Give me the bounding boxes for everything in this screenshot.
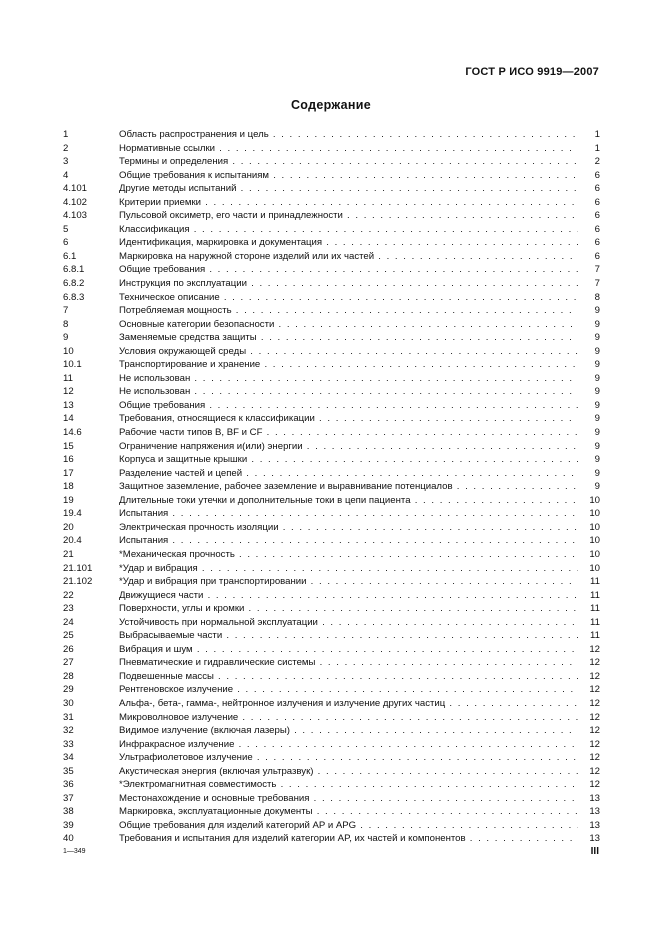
toc-title: Общие требования . . .	[119, 399, 578, 413]
toc-row	[63, 616, 600, 630]
toc-page-number: 11	[590, 630, 600, 642]
toc-page-number: 12	[589, 752, 600, 764]
toc-page-number: 13	[589, 806, 600, 818]
toc-number: 7	[63, 305, 69, 317]
toc-number: 21.101	[63, 562, 93, 574]
toc-title: Местонахождение и основные требования . . .	[119, 792, 578, 806]
toc-title: Другие методы испытаний . . .	[119, 182, 578, 196]
toc-page-number: 6	[594, 223, 600, 235]
toc-title: Вибрация и шум . . .	[119, 643, 578, 657]
toc-row	[63, 263, 600, 277]
toc-title: Нормативные ссылки . . .	[119, 142, 578, 156]
toc-title: Рентгеновское излучение . . .	[119, 683, 578, 697]
toc-number: 11	[63, 372, 73, 384]
toc-row	[63, 277, 600, 291]
toc-number: 17	[63, 467, 74, 479]
toc-row	[63, 128, 600, 142]
toc-number: 6.8.2	[63, 278, 85, 290]
toc-page-number: 6	[594, 169, 600, 181]
toc-number: 24	[63, 616, 74, 628]
toc-row	[63, 372, 600, 386]
toc-row	[63, 507, 600, 521]
toc-page-number: 9	[594, 359, 600, 371]
toc-row	[63, 467, 600, 481]
toc-page-number: 11	[590, 603, 600, 615]
toc-number: 39	[63, 819, 74, 831]
toc-number: 16	[63, 454, 74, 466]
toc-row	[63, 236, 600, 250]
toc-row	[63, 480, 600, 494]
toc-page-number: 9	[594, 481, 600, 493]
toc-page-number: 12	[589, 738, 600, 750]
toc-title: Ультрафиолетовое излучение . . .	[119, 751, 578, 765]
toc-number: 14.6	[63, 427, 82, 439]
toc-title: Заменяемые средства защиты . . .	[119, 331, 578, 345]
toc-title: *Удар и вибрация при транспортировании . . .	[119, 575, 578, 589]
toc-title: Условия окружающей среды . . .	[119, 345, 578, 359]
toc-title: Общие требования к испытаниям . . .	[119, 169, 578, 183]
toc-number: 31	[63, 711, 74, 723]
toc-title: Поверхности, углы и кромки . . .	[119, 602, 578, 616]
toc-title: Транспортирование и хранение . . .	[119, 358, 578, 372]
toc-number: 6.1	[63, 250, 77, 262]
toc-number: 4.103	[63, 210, 88, 222]
toc-row	[63, 683, 600, 697]
toc-row	[63, 223, 600, 237]
toc-row	[63, 792, 600, 806]
toc-page-number: 9	[594, 332, 600, 344]
toc-number: 25	[63, 630, 74, 642]
toc-page-number: 6	[594, 183, 600, 195]
toc-title: Подвешенные массы . . .	[119, 670, 578, 684]
toc-row	[63, 318, 600, 332]
toc-page-number: 6	[594, 250, 600, 262]
toc-row	[63, 602, 600, 616]
toc-title: Требования, относящиеся к классификации . . .	[119, 412, 578, 426]
toc-number: 34	[63, 752, 74, 764]
toc-row	[63, 358, 600, 372]
toc-page-number: 9	[594, 318, 600, 330]
toc-title: Термины и определения . . .	[119, 155, 578, 169]
toc-row	[63, 304, 600, 318]
toc-row	[63, 440, 600, 454]
toc-title: Пульсовой оксиметр, его части и принадлежности . . .	[119, 209, 578, 223]
toc-title: Испытания . . .	[119, 534, 578, 548]
toc-row	[63, 155, 600, 169]
toc-number: 9	[63, 332, 69, 344]
footer-sheet-number: 1—349	[63, 848, 86, 855]
toc-row	[63, 196, 600, 210]
toc-title: Акустическая энергия (включая ультразвук) . . .	[119, 765, 578, 779]
toc-title: Электрическая прочность изоляции . . .	[119, 521, 578, 535]
toc-page-number: 6	[594, 237, 600, 249]
toc-number: 19	[63, 494, 74, 506]
page-title: Содержание	[290, 98, 371, 112]
toc-title: Рабочие части типов B, BF и CF . . .	[119, 426, 578, 440]
toc-page-number: 9	[594, 386, 600, 398]
toc-number: 20.4	[63, 535, 82, 547]
toc-title: Техническое описание . . .	[119, 291, 578, 305]
toc-page-number: 9	[594, 305, 600, 317]
toc-title: Общие требования для изделий категорий AP и APG . . .	[119, 819, 578, 833]
toc-page-number: 9	[594, 427, 600, 439]
toc-row	[63, 805, 600, 819]
toc-row	[63, 819, 600, 833]
toc-row	[63, 575, 600, 589]
toc-title: Область распространения и цель . . .	[119, 128, 578, 142]
toc-row	[63, 656, 600, 670]
toc-row	[63, 548, 600, 562]
toc-title: Основные категории безопасности . . .	[119, 318, 578, 332]
toc-page-number: 9	[594, 372, 600, 384]
toc-number: 32	[63, 725, 74, 737]
toc-row	[63, 426, 600, 440]
toc-page-number: 12	[589, 684, 600, 696]
toc-title: Не использован . . .	[119, 372, 578, 386]
toc-page-number: 6	[594, 196, 600, 208]
toc-number: 4.102	[63, 196, 88, 208]
toc-page-number: 12	[589, 657, 600, 669]
toc-page-number: 9	[594, 454, 600, 466]
toc-title: Общие требования . . .	[119, 263, 578, 277]
toc-title: *Электромагнитная совместимость . . .	[119, 778, 578, 792]
toc-row	[63, 331, 600, 345]
toc-number: 3	[63, 156, 69, 168]
toc-row	[63, 412, 600, 426]
toc-row	[63, 711, 600, 725]
toc-page-number: 7	[594, 278, 600, 290]
toc-row	[63, 765, 600, 779]
toc-number: 6	[63, 237, 69, 249]
toc-row	[63, 643, 600, 657]
toc-number: 30	[63, 697, 74, 709]
toc-title: Требования и испытания для изделий категории AP, их частей и компонентов . . .	[119, 832, 578, 846]
toc-row	[63, 142, 600, 156]
toc-number: 4	[63, 169, 69, 181]
toc-page-number: 9	[594, 440, 600, 452]
toc-number: 36	[63, 779, 74, 791]
toc-page-number: 10	[589, 535, 600, 547]
toc-page-number: 9	[594, 467, 600, 479]
toc-title: Испытания . . .	[119, 507, 578, 521]
toc-number: 12	[63, 386, 74, 398]
toc-row	[63, 169, 600, 183]
toc-number: 13	[63, 399, 74, 411]
toc-page-number: 8	[594, 291, 600, 303]
toc-title: Разделение частей и цепей . . .	[119, 467, 578, 481]
toc-number: 10.1	[63, 359, 82, 371]
toc-row	[63, 534, 600, 548]
table-of-contents	[63, 128, 600, 846]
toc-row	[63, 629, 600, 643]
toc-number: 4.101	[63, 183, 88, 195]
toc-row	[63, 399, 600, 413]
footer-page-number: III	[590, 846, 599, 857]
toc-title: Идентификация, маркировка и документация . . .	[119, 236, 578, 250]
toc-page-number: 6	[594, 210, 600, 222]
toc-title: Видимое излучение (включая лазеры) . . .	[119, 724, 578, 738]
toc-row	[63, 521, 600, 535]
toc-page-number: 13	[589, 792, 600, 804]
toc-title: Маркировка, эксплуатационные документы . . .	[119, 805, 578, 819]
toc-page-number: 12	[589, 765, 600, 777]
toc-row	[63, 697, 600, 711]
toc-row	[63, 724, 600, 738]
toc-row	[63, 494, 600, 508]
toc-number: 6.8.1	[63, 264, 85, 276]
toc-number: 37	[63, 792, 74, 804]
toc-number: 8	[63, 318, 69, 330]
toc-row	[63, 291, 600, 305]
toc-row	[63, 209, 600, 223]
toc-number: 21	[63, 548, 74, 560]
standard-header: ГОСТ Р ИСО 9919—2007	[465, 66, 599, 78]
toc-number: 2	[63, 142, 69, 154]
toc-number: 6.8.3	[63, 291, 85, 303]
toc-page-number: 12	[589, 779, 600, 791]
toc-page-number: 10	[589, 494, 600, 506]
toc-page-number: 1	[594, 142, 600, 154]
toc-page-number: 9	[594, 399, 600, 411]
toc-page-number: 7	[594, 264, 600, 276]
toc-title: Потребляемая мощность . . .	[119, 304, 578, 318]
toc-number: 28	[63, 670, 74, 682]
toc-number: 18	[63, 481, 74, 493]
toc-row	[63, 778, 600, 792]
toc-title: Защитное заземление, рабочее заземление и выравнивание потенциалов . . .	[119, 480, 578, 494]
toc-page-number: 12	[589, 725, 600, 737]
toc-number: 14	[63, 413, 74, 425]
toc-page-number: 10	[589, 562, 600, 574]
toc-page-number: 12	[589, 711, 600, 723]
toc-title: Инфракрасное излучение . . .	[119, 738, 578, 752]
toc-title: *Механическая прочность . . .	[119, 548, 578, 562]
toc-title: Классификация . . .	[119, 223, 578, 237]
toc-page-number: 12	[589, 643, 600, 655]
toc-title: Микроволновое излучение . . .	[119, 711, 578, 725]
toc-row	[63, 562, 600, 576]
toc-title: Пневматические и гидравлические системы . . .	[119, 656, 578, 670]
toc-number: 40	[63, 833, 74, 845]
toc-page-number: 9	[594, 413, 600, 425]
toc-title: *Удар и вибрация . . .	[119, 562, 578, 576]
toc-row	[63, 385, 600, 399]
toc-number: 19.4	[63, 508, 82, 520]
toc-row	[63, 589, 600, 603]
toc-number: 15	[63, 440, 74, 452]
toc-page-number: 10	[589, 548, 600, 560]
toc-number: 35	[63, 765, 74, 777]
toc-title: Ограничение напряжения и(или) энергии . . .	[119, 440, 578, 454]
toc-title: Движущиеся части . . .	[119, 589, 578, 603]
toc-number: 21.102	[63, 576, 93, 588]
toc-number: 10	[63, 345, 74, 357]
toc-page-number: 11	[590, 616, 600, 628]
toc-page-number: 12	[589, 697, 600, 709]
toc-row	[63, 345, 600, 359]
toc-row	[63, 182, 600, 196]
toc-title: Не использован . . .	[119, 385, 578, 399]
toc-number: 27	[63, 657, 74, 669]
toc-page-number: 11	[590, 576, 600, 588]
toc-number: 33	[63, 738, 74, 750]
toc-page-number: 1	[594, 129, 600, 140]
toc-page-number: 2	[594, 156, 600, 168]
toc-row	[63, 738, 600, 752]
toc-title: Корпуса и защитные крышки . . .	[119, 453, 578, 467]
toc-page-number: 12	[589, 670, 600, 682]
toc-number: 20	[63, 521, 74, 533]
toc-page-number: 10	[589, 521, 600, 533]
toc-number: 26	[63, 643, 74, 655]
toc-number: 29	[63, 684, 74, 696]
toc-title: Маркировка на наружной стороне изделий или их частей . . .	[119, 250, 578, 264]
toc-number: 5	[63, 223, 69, 235]
toc-number: 23	[63, 603, 74, 615]
toc-row	[63, 751, 600, 765]
toc-row	[63, 250, 600, 264]
toc-row	[63, 832, 600, 846]
toc-title: Длительные токи утечки и дополнительные токи в цепи пациента . . .	[119, 494, 578, 508]
toc-title: Инструкция по эксплуатации . . .	[119, 277, 578, 291]
toc-page-number: 9	[594, 345, 600, 357]
toc-title: Альфа-, бета-, гамма-, нейтронное излучения и излучение других частиц . . .	[119, 697, 578, 711]
toc-number: 1	[63, 129, 69, 140]
toc-page-number: 13	[589, 833, 600, 845]
toc-title: Выбрасываемые части . . .	[119, 629, 578, 643]
toc-page-number: 13	[589, 819, 600, 831]
toc-number: 22	[63, 589, 74, 601]
toc-title: Критерии приемки . . .	[119, 196, 578, 210]
toc-number: 38	[63, 806, 74, 818]
toc-page-number: 10	[589, 508, 600, 520]
toc-page-number: 11	[590, 589, 600, 601]
toc-row	[63, 670, 600, 684]
toc-title: Устойчивость при нормальной эксплуатации . . .	[119, 616, 578, 630]
toc-row	[63, 453, 600, 467]
